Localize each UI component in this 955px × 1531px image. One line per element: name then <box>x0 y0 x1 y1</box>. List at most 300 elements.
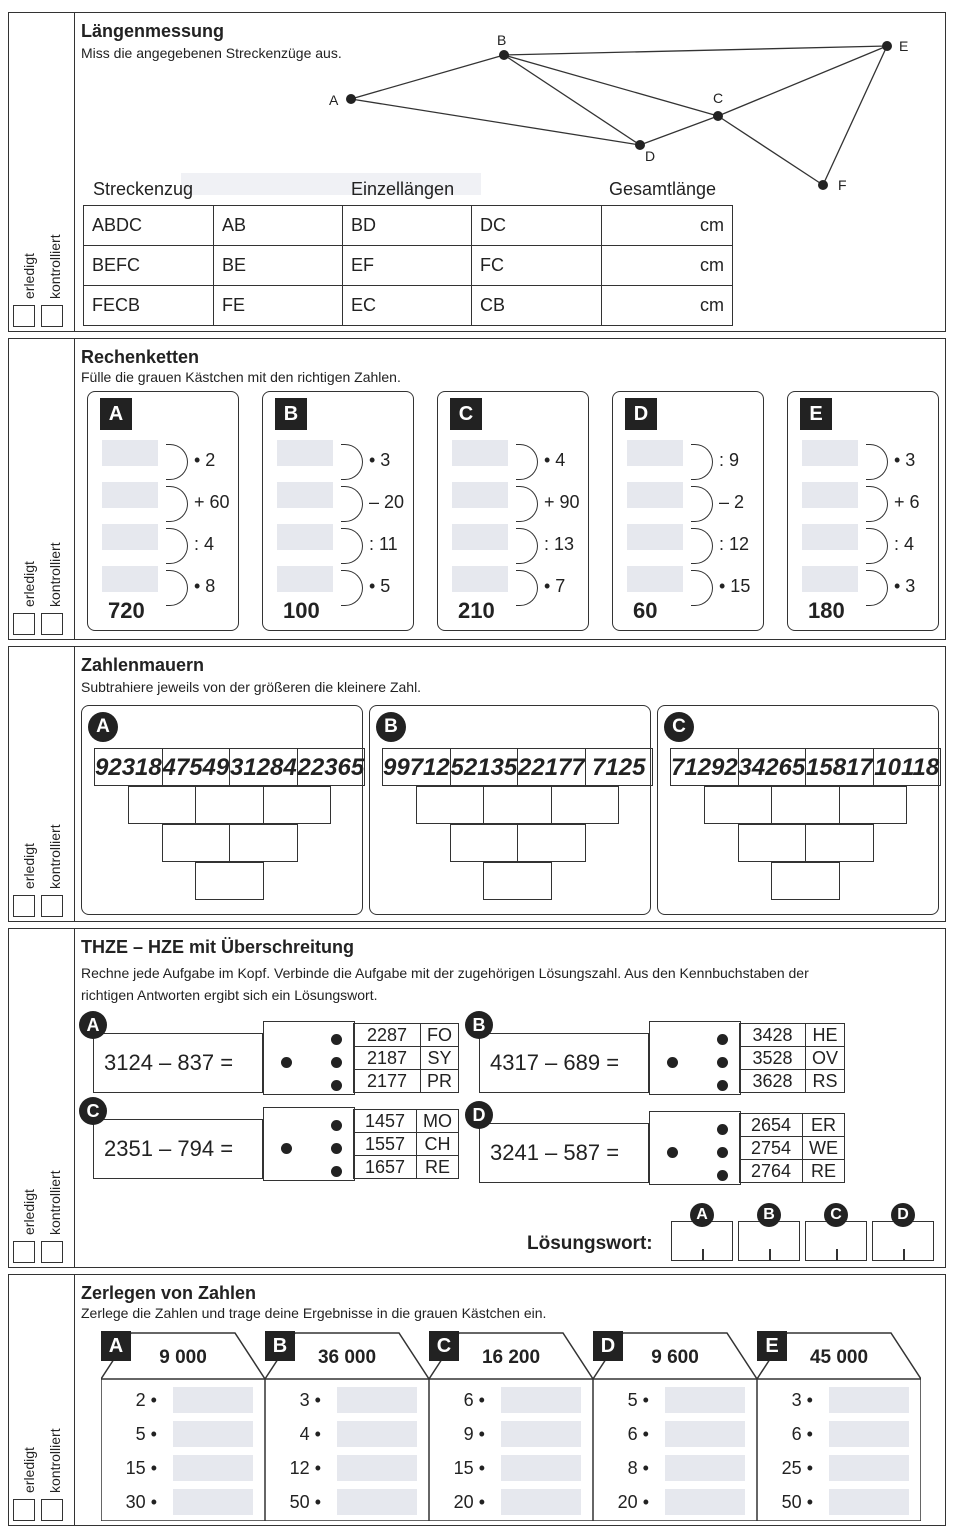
answer-box[interactable] <box>337 1387 417 1413</box>
decompose-house <box>265 1331 429 1521</box>
erledigt-label: erledigt <box>21 253 37 299</box>
decompose-row <box>265 1417 429 1451</box>
option-row[interactable] <box>354 1133 459 1156</box>
answer-box[interactable] <box>102 482 158 508</box>
section-subtitle: Zerlege die Zahlen und trage deine Ergebnisse in die grauen Kästchen ein. <box>81 1305 547 1321</box>
wall-base-brick: 99712 <box>382 748 451 786</box>
kontrolliert-checkbox[interactable] <box>41 305 63 327</box>
factor-label: 2 • <box>135 1390 157 1410</box>
section-subtitle: Miss die angegebenen Streckenzüge aus. <box>81 45 342 61</box>
chain-arrow-icon <box>341 444 363 480</box>
erledigt-label: erledigt <box>21 1447 37 1493</box>
task-group <box>465 1015 845 1109</box>
wall-base-brick: 92318 <box>94 748 163 786</box>
wall-base-brick: 71292 <box>670 748 739 786</box>
erledigt-label: erledigt <box>21 561 37 607</box>
answer-box[interactable] <box>452 440 508 466</box>
factor-label: 5 • <box>627 1390 649 1410</box>
chain-arrow-icon <box>691 528 713 564</box>
answer-box[interactable] <box>501 1455 581 1481</box>
wall-answer-brick[interactable] <box>263 786 332 824</box>
wall-answer-brick[interactable] <box>416 786 485 824</box>
option-dot[interactable] <box>717 1080 728 1091</box>
option-number: 2654 <box>740 1114 803 1137</box>
answer-box[interactable] <box>802 524 858 550</box>
factor-label: 3 • <box>299 1390 321 1410</box>
section-title: THZE – HZE mit Überschreitung <box>81 937 355 957</box>
chain-operation: • 3 <box>369 450 391 470</box>
chain-result: 180 <box>808 598 845 623</box>
chain-operation: + 90 <box>544 492 580 512</box>
task-letter: D <box>465 1101 493 1129</box>
answer-box[interactable] <box>802 482 858 508</box>
answer-box[interactable] <box>627 566 683 592</box>
house-number: 16 200 <box>481 1347 541 1368</box>
decompose-house <box>593 1331 757 1521</box>
wall-answer-brick[interactable] <box>771 862 840 900</box>
wall-answer-brick[interactable] <box>195 862 264 900</box>
point-a <box>346 94 356 104</box>
house-letter: D <box>593 1331 623 1361</box>
erledigt-checkbox[interactable] <box>13 1499 35 1521</box>
option-number: 2177 <box>354 1070 421 1093</box>
answer-box[interactable] <box>665 1455 745 1481</box>
decompose-row <box>101 1383 265 1417</box>
option-row[interactable] <box>354 1110 459 1133</box>
cell-segment[interactable]: CB <box>472 286 602 326</box>
chain-letter: B <box>275 398 307 430</box>
wall-answer-brick[interactable] <box>162 824 231 862</box>
answer-box[interactable] <box>501 1421 581 1447</box>
chain-arrow-icon <box>691 444 713 480</box>
option-code: RE <box>803 1160 845 1183</box>
chain-arrow-icon <box>691 486 713 522</box>
task-expression: 3241 – 587 = <box>479 1123 649 1183</box>
chain-arrow-icon <box>516 570 538 606</box>
cell-segment[interactable]: FC <box>472 246 602 286</box>
chain-letter: D <box>625 398 657 430</box>
wall-base-brick: 10118 <box>873 748 942 786</box>
option-row[interactable] <box>740 1024 845 1047</box>
option-code: MO <box>417 1110 459 1133</box>
answer-box[interactable] <box>665 1421 745 1447</box>
cell-streckenzug: BEFC <box>84 246 214 286</box>
table-row <box>84 246 733 286</box>
cell-total[interactable]: cm <box>602 286 733 326</box>
chain-letter: A <box>100 398 132 430</box>
task-dot[interactable] <box>667 1057 678 1068</box>
task-dot[interactable] <box>667 1147 678 1158</box>
solution-tick <box>769 1249 771 1261</box>
label-f: F <box>838 177 847 193</box>
wall-base-brick: 7125 <box>585 748 654 786</box>
task-letter: C <box>79 1097 107 1125</box>
factor-label: 12 • <box>289 1458 321 1478</box>
option-dot[interactable] <box>717 1057 728 1068</box>
task-group <box>465 1105 845 1199</box>
cell-streckenzug: FECB <box>84 286 214 326</box>
option-row[interactable] <box>740 1137 845 1160</box>
answer-box[interactable] <box>337 1455 417 1481</box>
decompose-house <box>757 1331 921 1521</box>
wall-answer-brick[interactable] <box>517 824 586 862</box>
wall-base-brick: 22177 <box>517 748 586 786</box>
kontrolliert-label: kontrolliert <box>47 1428 63 1493</box>
house-number: 36 000 <box>317 1347 377 1368</box>
answer-box[interactable] <box>627 482 683 508</box>
erledigt-checkbox[interactable] <box>13 895 35 917</box>
chain-operation: : 4 <box>894 534 915 554</box>
option-dot[interactable] <box>331 1057 342 1068</box>
chain-arrow-icon <box>866 528 888 564</box>
chain-arrow-icon <box>516 486 538 522</box>
chain-result: 720 <box>108 598 145 623</box>
answer-box[interactable] <box>277 566 333 592</box>
answer-box[interactable] <box>102 440 158 466</box>
option-row[interactable] <box>740 1070 845 1093</box>
option-table <box>353 1109 459 1179</box>
option-table <box>353 1023 459 1093</box>
erledigt-checkbox[interactable] <box>13 305 35 327</box>
answer-box[interactable] <box>102 524 158 550</box>
cell-segment[interactable]: BE <box>214 246 343 286</box>
wall-answer-brick[interactable] <box>483 786 552 824</box>
chain-arrow-icon <box>166 570 188 606</box>
kontrolliert-checkbox[interactable] <box>41 895 63 917</box>
wall-letter: A <box>88 712 118 742</box>
house-letter: C <box>429 1331 459 1361</box>
label-a: A <box>329 92 339 108</box>
chain-result: 60 <box>633 598 658 623</box>
answer-box[interactable] <box>627 524 683 550</box>
decompose-row <box>429 1383 593 1417</box>
task-dot[interactable] <box>281 1143 292 1154</box>
answer-box[interactable] <box>173 1387 253 1413</box>
chain-operation: : 12 <box>719 534 750 554</box>
house-number: 45 000 <box>809 1347 869 1368</box>
answer-box[interactable] <box>277 440 333 466</box>
decompose-row <box>593 1383 757 1417</box>
status-sidebar <box>9 929 75 1267</box>
option-dot[interactable] <box>331 1080 342 1091</box>
decompose-row <box>101 1417 265 1451</box>
option-code: RE <box>417 1156 459 1179</box>
factor-label: 9 • <box>463 1424 485 1444</box>
chain-operation: : 11 <box>369 534 398 554</box>
house-number: 9 600 <box>651 1347 699 1368</box>
decompose-row <box>265 1485 429 1519</box>
option-number: 1657 <box>354 1156 417 1179</box>
status-sidebar <box>9 13 75 331</box>
wall-answer-brick[interactable] <box>229 824 298 862</box>
factor-label: 15 • <box>125 1458 157 1478</box>
status-sidebar <box>9 339 75 639</box>
answer-box[interactable] <box>173 1421 253 1447</box>
option-row[interactable] <box>354 1024 459 1047</box>
decompose-row <box>757 1383 921 1417</box>
col-header-gesamtlaenge: Gesamtlänge <box>609 179 717 199</box>
chain-operation: • 7 <box>544 576 566 596</box>
streckenzug-table <box>83 205 733 326</box>
option-code: HE <box>805 1024 844 1047</box>
answer-box[interactable] <box>452 524 508 550</box>
task-letter: A <box>79 1011 107 1039</box>
kontrolliert-checkbox[interactable] <box>41 1241 63 1263</box>
decompose-row <box>265 1383 429 1417</box>
factor-label: 15 • <box>453 1458 485 1478</box>
option-table <box>739 1023 845 1093</box>
section-subtitle: Fülle die grauen Kästchen mit den richtigen Zahlen. <box>81 369 401 385</box>
wall-base-brick: 31284 <box>229 748 298 786</box>
option-dot[interactable] <box>717 1170 728 1181</box>
label-c: C <box>713 90 724 106</box>
section-laengenmessung <box>8 12 946 332</box>
answer-box[interactable] <box>173 1455 253 1481</box>
answer-box[interactable] <box>501 1489 581 1515</box>
wall-answer-brick[interactable] <box>805 824 874 862</box>
option-number: 2287 <box>354 1024 421 1047</box>
factor-label: 6 • <box>463 1390 485 1410</box>
solution-tick <box>702 1249 704 1261</box>
section-title: Zerlegen von Zahlen <box>81 1283 257 1303</box>
chain-operation: : 9 <box>719 450 740 470</box>
option-number: 2764 <box>740 1160 803 1183</box>
col-header-einzellaengen: Einzellängen <box>351 179 455 199</box>
answer-box[interactable] <box>829 1421 909 1447</box>
wall-answer-brick[interactable] <box>195 786 264 824</box>
chain-operation: – 20 <box>369 492 405 512</box>
cell-total[interactable]: cm <box>602 246 733 286</box>
house-letter: B <box>265 1331 295 1361</box>
decompose-row <box>429 1451 593 1485</box>
answer-box[interactable] <box>277 524 333 550</box>
factor-label: 25 • <box>781 1458 813 1478</box>
answer-box[interactable] <box>501 1387 581 1413</box>
kontrolliert-label: kontrolliert <box>47 1170 63 1235</box>
wall-base-brick: 47549 <box>162 748 231 786</box>
option-row[interactable] <box>740 1047 845 1070</box>
chain-operation: • 15 <box>719 576 751 596</box>
option-code: FO <box>420 1024 458 1047</box>
point-c <box>713 111 723 121</box>
option-row[interactable] <box>740 1114 845 1137</box>
section-zerlegen <box>8 1274 946 1526</box>
option-row[interactable] <box>354 1156 459 1179</box>
solution-letter-label: B <box>757 1203 781 1227</box>
house-number: 9 000 <box>159 1347 207 1368</box>
chain-operation: : 13 <box>544 534 575 554</box>
decompose-row <box>429 1485 593 1519</box>
option-number: 1557 <box>354 1133 417 1156</box>
house-letter: E <box>757 1331 787 1361</box>
answer-box[interactable] <box>173 1489 253 1515</box>
option-row[interactable] <box>354 1047 459 1070</box>
cell-segment[interactable]: DC <box>472 206 602 246</box>
chain-arrow-icon <box>166 486 188 522</box>
chain-letter: C <box>450 398 482 430</box>
factor-label: 4 • <box>299 1424 321 1444</box>
erledigt-checkbox[interactable] <box>13 1241 35 1263</box>
option-code: PR <box>420 1070 458 1093</box>
wall-base-brick: 22365 <box>297 748 366 786</box>
section-title: Längenmessung <box>81 21 225 41</box>
wall-answer-brick[interactable] <box>771 786 840 824</box>
chain-arrow-icon <box>866 486 888 522</box>
factor-label: 30 • <box>125 1492 157 1512</box>
section-title: Rechenketten <box>81 347 200 367</box>
answer-box[interactable] <box>102 566 158 592</box>
chain-arrow-icon <box>166 528 188 564</box>
factor-label: 6 • <box>627 1424 649 1444</box>
chain-arrow-icon <box>166 444 188 480</box>
chain-operation: + 60 <box>194 492 230 512</box>
point-e <box>882 41 892 51</box>
decompose-row <box>429 1417 593 1451</box>
option-code: RS <box>805 1070 844 1093</box>
point-f <box>818 180 828 190</box>
chain-operation: • 3 <box>894 576 916 596</box>
factor-label: 50 • <box>781 1492 813 1512</box>
answer-box[interactable] <box>802 440 858 466</box>
chain-operation: • 8 <box>194 576 216 596</box>
chain-arrow-icon <box>341 528 363 564</box>
task-dot[interactable] <box>281 1057 292 1068</box>
col-header-streckenzug: Streckenzug <box>93 179 194 199</box>
decompose-row <box>757 1485 921 1519</box>
option-dot[interactable] <box>331 1166 342 1177</box>
decompose-row <box>593 1417 757 1451</box>
decompose-house <box>429 1331 593 1521</box>
task-letter: B <box>465 1011 493 1039</box>
factor-label: 6 • <box>791 1424 813 1444</box>
solution-letter-label: A <box>690 1203 714 1227</box>
option-code: SY <box>420 1047 458 1070</box>
wall-answer-brick[interactable] <box>450 824 519 862</box>
decompose-row <box>101 1451 265 1485</box>
section-subtitle: Subtrahiere jeweils von der größeren die kleinere Zahl. <box>81 679 422 695</box>
answer-box[interactable] <box>829 1387 909 1413</box>
option-code: WE <box>803 1137 845 1160</box>
answer-box[interactable] <box>452 566 508 592</box>
number-wall <box>81 705 363 915</box>
erledigt-label: erledigt <box>21 1189 37 1235</box>
wall-answer-brick[interactable] <box>704 786 773 824</box>
number-wall <box>369 705 651 915</box>
chain-operation: – 2 <box>719 492 745 512</box>
chain-operation: : 4 <box>194 534 215 554</box>
answer-box[interactable] <box>802 566 858 592</box>
option-row[interactable] <box>740 1160 845 1183</box>
option-dot[interactable] <box>717 1034 728 1045</box>
chain-arrow-icon <box>866 570 888 606</box>
wall-letter: C <box>664 712 694 742</box>
answer-box[interactable] <box>337 1421 417 1447</box>
answer-box[interactable] <box>665 1489 745 1515</box>
loesungswort-label: Lösungswort: <box>527 1233 653 1254</box>
erledigt-checkbox[interactable] <box>13 613 35 635</box>
wall-answer-brick[interactable] <box>483 862 552 900</box>
option-code: OV <box>805 1047 844 1070</box>
chain-arrow-icon <box>866 444 888 480</box>
wall-answer-brick[interactable] <box>128 786 197 824</box>
table-row <box>84 286 733 326</box>
chain-arrow-icon <box>516 528 538 564</box>
wall-answer-brick[interactable] <box>738 824 807 862</box>
section-thze <box>8 928 946 1268</box>
option-dot[interactable] <box>331 1143 342 1154</box>
option-number: 1457 <box>354 1110 417 1133</box>
label-e: E <box>899 38 909 54</box>
wall-base-brick: 52135 <box>450 748 519 786</box>
cell-streckenzug: ABDC <box>84 206 214 246</box>
option-dot[interactable] <box>331 1034 342 1045</box>
status-sidebar <box>9 1275 75 1525</box>
answer-box[interactable] <box>627 440 683 466</box>
chain-card <box>437 391 589 631</box>
chain-arrow-icon <box>691 570 713 606</box>
kontrolliert-label: kontrolliert <box>47 824 63 889</box>
cell-segment[interactable]: EF <box>343 246 472 286</box>
factor-label: 50 • <box>289 1492 321 1512</box>
answer-box[interactable] <box>665 1387 745 1413</box>
chain-operation: • 2 <box>194 450 216 470</box>
chain-operation: • 5 <box>369 576 391 596</box>
cell-segment[interactable]: BD <box>343 206 472 246</box>
option-dot[interactable] <box>331 1120 342 1131</box>
label-b: B <box>497 32 507 48</box>
chain-card <box>612 391 764 631</box>
wall-answer-brick[interactable] <box>551 786 620 824</box>
answer-box[interactable] <box>829 1455 909 1481</box>
task-group <box>79 1015 459 1109</box>
option-dot[interactable] <box>717 1147 728 1158</box>
decompose-row <box>757 1417 921 1451</box>
option-number: 2187 <box>354 1047 421 1070</box>
wall-base-brick: 34265 <box>738 748 807 786</box>
factor-label: 8 • <box>627 1458 649 1478</box>
kontrolliert-checkbox[interactable] <box>41 1499 63 1521</box>
option-number: 2754 <box>740 1137 803 1160</box>
factor-label: 20 • <box>617 1492 649 1512</box>
point-d <box>635 140 645 150</box>
cell-segment[interactable]: EC <box>343 286 472 326</box>
wall-answer-brick[interactable] <box>839 786 908 824</box>
option-code: CH <box>417 1133 459 1156</box>
answer-box[interactable] <box>277 482 333 508</box>
cell-total[interactable]: cm <box>602 206 733 246</box>
task-group <box>79 1101 459 1195</box>
answer-box[interactable] <box>829 1489 909 1515</box>
house-letter: A <box>101 1331 131 1361</box>
task-expression: 2351 – 794 = <box>93 1119 263 1179</box>
option-dot[interactable] <box>717 1124 728 1135</box>
option-row[interactable] <box>354 1070 459 1093</box>
number-wall <box>657 705 939 915</box>
chain-arrow-icon <box>516 444 538 480</box>
option-table <box>739 1113 845 1183</box>
chain-card <box>87 391 239 631</box>
chain-result: 100 <box>283 598 320 623</box>
section-title: Zahlenmauern <box>81 655 205 675</box>
kontrolliert-label: kontrolliert <box>47 234 63 299</box>
section-rechenketten <box>8 338 946 640</box>
cell-segment[interactable]: AB <box>214 206 343 246</box>
answer-box[interactable] <box>452 482 508 508</box>
answer-box[interactable] <box>337 1489 417 1515</box>
kontrolliert-checkbox[interactable] <box>41 613 63 635</box>
erledigt-label: erledigt <box>21 843 37 889</box>
cell-segment[interactable]: FE <box>214 286 343 326</box>
